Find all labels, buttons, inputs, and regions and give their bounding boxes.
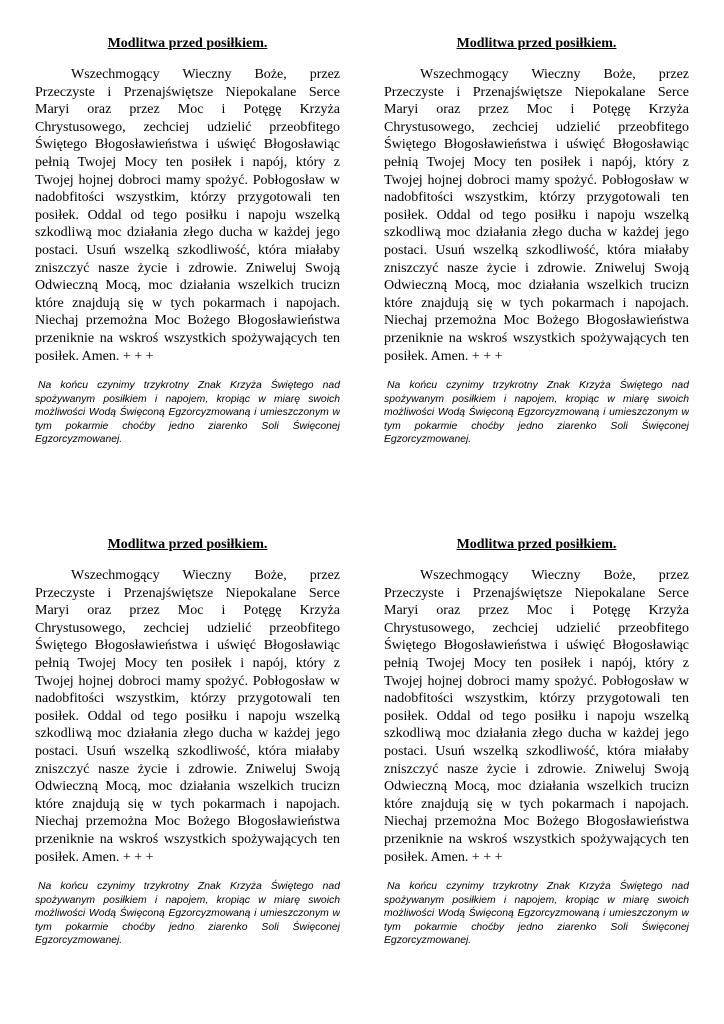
prayer-note: Na końcu czynimy trzykrotny Znak Krzyża Świętego nad spożywanym posiłkiem i napojem, kropiąc w miarę swoich możliwości Wodą Święconą Egzorcyzmowaną i umieszczonym w tym pokarmie choćby jedno ziarenko Soli Święconej Egzorcyzmowanej. — [384, 881, 689, 947]
prayer-title: Modlitwa przed posiłkiem. — [107, 537, 268, 552]
prayer-note: Na końcu czynimy trzykrotny Znak Krzyża Świętego nad spożywanym posiłkiem i napojem, kropiąc w miarę swoich możliwości Wodą Święconą Egzorcyzmowaną i umieszczonym w tym pokarmie choćby jedno ziarenko Soli Święconej Egzorcyzmowanej. — [35, 881, 340, 947]
prayer-note: Na końcu czynimy trzykrotny Znak Krzyża Świętego nad spożywanym posiłkiem i napojem, kropiąc w miarę swoich możliwości Wodą Święconą Egzorcyzmowaną i umieszczonym w tym pokarmie choćby jedno ziarenko Soli Święconej Egzorcyzmowanej. — [35, 380, 340, 446]
prayer-text: Wszechmogący Wieczny Boże, przez Przeczyste i Przenajświętsze Niepokalane Serce Maryi oraz przez Moc i Potęgę Krzyża Chrystusowego, zechciej udzielić przeobfitego Świętego Błogosławieństwa i uświęć Błogosławiąc pełnią Twojej Mocy ten posiłek i napój, który z Twojej hojnej dobroci mamy spożyć. Pobłogosław w nadobfitości wszystkim, którzy przygotowali ten posiłek. Oddal od tego posiłku i napoju wszelką szkodliwą moc działania złego ducha w każdej jego postaci. Usuń wszelką szkodliwość, która miałaby zniszczyć nasze życie i zdrowie. Zniweluj Swoją Odwieczną Mocą, moc działania wszelkich trucizn które znajdują się w tych pokarmach i napojach. Niechaj przemożna Moc Bożego Błogosławieństwa przeniknie na wskroś wszystkich spożywających ten posiłek. Amen. + + + — [35, 568, 340, 865]
prayer-note: Na końcu czynimy trzykrotny Znak Krzyża Świętego nad spożywanym posiłkiem i napojem, kropiąc w miarę swoich możliwości Wodą Święconą Egzorcyzmowaną i umieszczonym w tym pokarmie choćby jedno ziarenko Soli Święconej Egzorcyzmowanej. — [384, 380, 689, 446]
prayer-card-bottom-right — [384, 536, 689, 948]
prayer-card-top-right — [384, 35, 689, 447]
prayer-title: Modlitwa przed posiłkiem. — [456, 537, 617, 552]
prayer-card-bottom-left — [35, 536, 340, 948]
prayer-title: Modlitwa przed posiłkiem. — [456, 36, 617, 51]
prayer-title: Modlitwa przed posiłkiem. — [107, 36, 268, 51]
prayer-text: Wszechmogący Wieczny Boże, przez Przeczyste i Przenajświętsze Niepokalane Serce Maryi oraz przez Moc i Potęgę Krzyża Chrystusowego, zechciej udzielić przeobfitego Świętego Błogosławieństwa i uświęć Błogosławiąc pełnią Twojej Mocy ten posiłek i napój, który z Twojej hojnej dobroci mamy spożyć. Pobłogosław w nadobfitości wszystkim, którzy przygotowali ten posiłek. Oddal od tego posiłku i napoju wszelką szkodliwą moc działania złego ducha w każdej jego postaci. Usuń wszelką szkodliwość, która miałaby zniszczyć nasze życie i zdrowie. Zniweluj Swoją Odwieczną Mocą, moc działania wszelkich trucizn które znajdują się w tych pokarmach i napojach. Niechaj przemożna Moc Bożego Błogosławieństwa przeniknie na wskroś wszystkich spożywających ten posiłek. Amen. + + + — [35, 67, 340, 364]
prayer-text: Wszechmogący Wieczny Boże, przez Przeczyste i Przenajświętsze Niepokalane Serce Maryi oraz przez Moc i Potęgę Krzyża Chrystusowego, zechciej udzielić przeobfitego Świętego Błogosławieństwa i uświęć Błogosławiąc pełnią Twojej Mocy ten posiłek i napój, który z Twojej hojnej dobroci mamy spożyć. Pobłogosław w nadobfitości wszystkim, którzy przygotowali ten posiłek. Oddal od tego posiłku i napoju wszelką szkodliwą moc działania złego ducha w każdej jego postaci. Usuń wszelką szkodliwość, która miałaby zniszczyć nasze życie i zdrowie. Zniweluj Swoją Odwieczną Mocą, moc działania wszelkich trucizn które znajdują się w tych pokarmach i napojach. Niechaj przemożna Moc Bożego Błogosławieństwa przeniknie na wskroś wszystkich spożywających ten posiłek. Amen. + + + — [384, 568, 689, 865]
prayer-card-top-left — [35, 35, 340, 447]
prayer-text: Wszechmogący Wieczny Boże, przez Przeczyste i Przenajświętsze Niepokalane Serce Maryi oraz przez Moc i Potęgę Krzyża Chrystusowego, zechciej udzielić przeobfitego Świętego Błogosławieństwa i uświęć Błogosławiąc pełnią Twojej Mocy ten posiłek i napój, który z Twojej hojnej dobroci mamy spożyć. Pobłogosław w nadobfitości wszystkim, którzy przygotowali ten posiłek. Oddal od tego posiłku i napoju wszelką szkodliwą moc działania złego ducha w każdej jego postaci. Usuń wszelką szkodliwość, która miałaby zniszczyć nasze życie i zdrowie. Zniweluj Swoją Odwieczną Mocą, moc działania wszelkich trucizn które znajdują się w tych pokarmach i napojach. Niechaj przemożna Moc Bożego Błogosławieństwa przeniknie na wskroś wszystkich spożywających ten posiłek. Amen. + + + — [384, 67, 689, 364]
